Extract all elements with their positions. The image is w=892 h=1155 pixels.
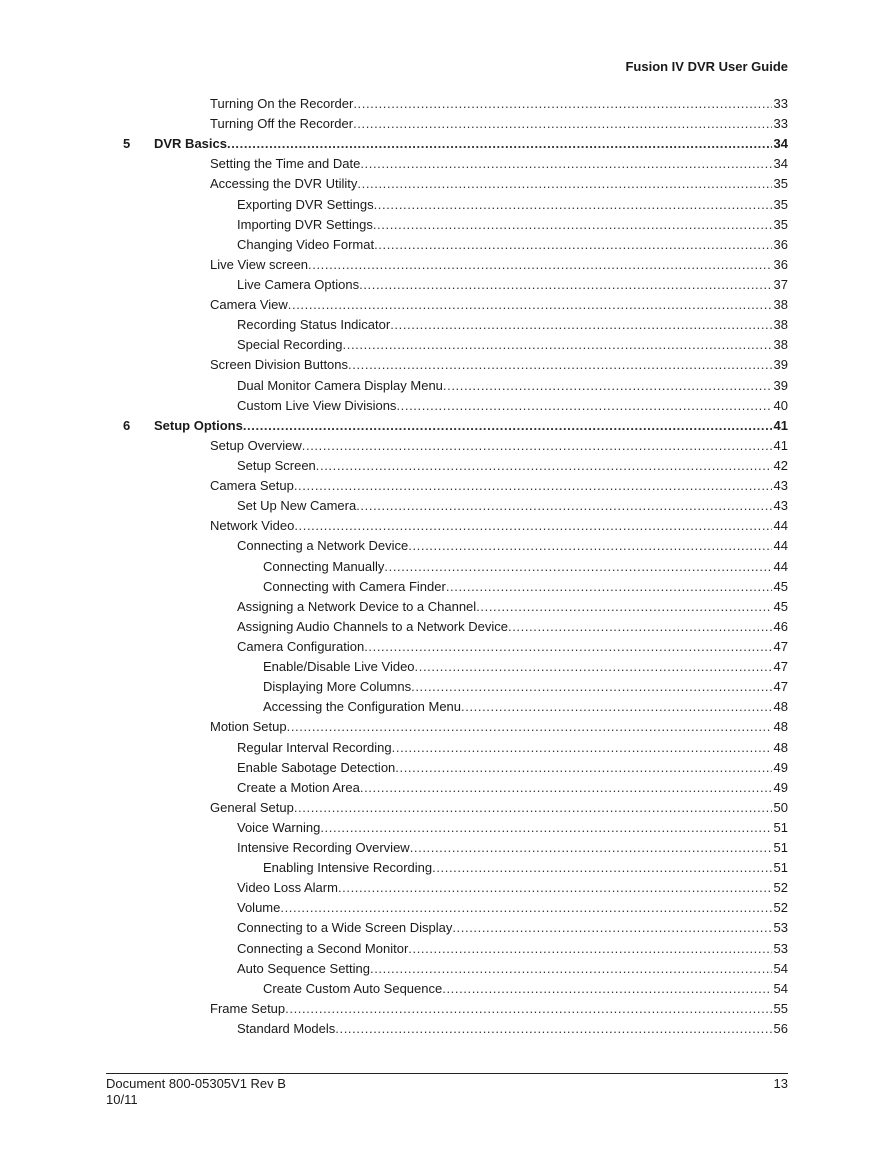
- toc-page-number[interactable]: 35: [773, 216, 788, 232]
- footer-document-number: Document 800-05305V1 Rev B: [106, 1076, 286, 1091]
- toc-entry-title[interactable]: Camera View: [210, 297, 288, 313]
- toc-dot-leader: [335, 1019, 772, 1039]
- toc-dot-leader: [443, 376, 772, 396]
- toc-entry-row[interactable]: [0, 315, 892, 335]
- toc-page-number[interactable]: 54: [773, 960, 788, 976]
- toc-page-number[interactable]: 37: [773, 276, 788, 292]
- toc-entry-title[interactable]: Recording Status Indicator: [237, 317, 391, 333]
- toc-entry-row[interactable]: [0, 818, 892, 838]
- toc-dot-leader: [308, 255, 772, 275]
- toc-entry-row[interactable]: [0, 456, 892, 476]
- toc-entry-title[interactable]: DVR Basics: [154, 136, 227, 152]
- footer-date: 10/11: [106, 1092, 138, 1107]
- toc-entry-row[interactable]: [0, 617, 892, 637]
- toc-entry-row[interactable]: [0, 918, 892, 938]
- toc-entry-row[interactable]: [0, 758, 892, 778]
- toc-page-number[interactable]: 48: [773, 739, 788, 755]
- toc-page-number[interactable]: 48: [773, 699, 788, 715]
- toc-chapter-row[interactable]: [0, 134, 892, 154]
- toc-entry-row[interactable]: [0, 999, 892, 1019]
- toc-entry-title[interactable]: Exporting DVR Settings: [237, 196, 374, 212]
- toc-dot-leader: [411, 677, 772, 697]
- toc-dot-leader: [364, 637, 772, 657]
- toc-page-number[interactable]: 56: [773, 1021, 788, 1037]
- toc-entry: [237, 195, 772, 215]
- toc-entry-row[interactable]: [0, 637, 892, 657]
- toc-dot-leader: [360, 778, 772, 798]
- toc-page-number[interactable]: 53: [773, 940, 788, 956]
- toc-entry-title[interactable]: Changing Video Format: [237, 236, 375, 252]
- toc-entry-title[interactable]: Screen Division Buttons: [210, 357, 349, 373]
- toc-entry-row[interactable]: [0, 476, 892, 496]
- toc-entry: [237, 637, 772, 657]
- toc-entry-row[interactable]: [0, 174, 892, 194]
- toc-chapter-number: 6: [123, 417, 131, 433]
- toc-entry: [237, 617, 772, 637]
- toc-entry: [237, 235, 772, 255]
- toc-page-number[interactable]: 41: [773, 417, 788, 433]
- toc-entry-row[interactable]: [0, 1019, 892, 1039]
- toc-chapter-number: 5: [123, 136, 131, 152]
- toc-entry: [263, 858, 772, 878]
- toc-entry: [237, 939, 772, 959]
- toc-entry: [210, 476, 772, 496]
- toc-entry: [210, 295, 772, 315]
- toc-entry-title[interactable]: Assigning Audio Channels to a Network Device: [237, 618, 508, 634]
- toc-page-number[interactable]: 36: [773, 256, 788, 272]
- toc-entry-title[interactable]: General Setup: [210, 799, 294, 815]
- toc-entry: [210, 154, 772, 174]
- toc-page-number[interactable]: 46: [773, 618, 788, 634]
- toc-entry-title[interactable]: Connecting a Network Device: [237, 538, 409, 554]
- toc-chapter-row[interactable]: [0, 416, 892, 436]
- toc-entry-row[interactable]: [0, 396, 892, 416]
- toc-page-number[interactable]: 54: [773, 980, 788, 996]
- toc-dot-leader: [356, 496, 772, 516]
- toc-entry-title[interactable]: Setup Screen: [237, 457, 316, 473]
- toc-entry: [237, 959, 772, 979]
- toc-entry: [237, 758, 772, 778]
- toc-entry-title[interactable]: Connecting Manually: [263, 558, 385, 574]
- toc-page-number[interactable]: 41: [773, 437, 788, 453]
- toc-entry-row[interactable]: [0, 898, 892, 918]
- toc-entry-row[interactable]: [0, 878, 892, 898]
- toc-page-number[interactable]: 34: [773, 156, 788, 172]
- toc-entry: [237, 376, 772, 396]
- toc-entry: [154, 134, 772, 154]
- toc-dot-leader: [410, 838, 772, 858]
- toc-entry-row[interactable]: [0, 255, 892, 275]
- toc-entry-title[interactable]: Motion Setup: [210, 719, 287, 735]
- toc-dot-leader: [408, 536, 772, 556]
- toc-entry-title[interactable]: Auto Sequence Setting: [237, 960, 370, 976]
- toc-dot-leader: [348, 355, 772, 375]
- toc-entry-row[interactable]: [0, 597, 892, 617]
- toc-entry: [210, 174, 772, 194]
- toc-entry-row[interactable]: [0, 838, 892, 858]
- toc-entry-row[interactable]: [0, 355, 892, 375]
- toc-entry-row[interactable]: [0, 376, 892, 396]
- toc-page-number[interactable]: 52: [773, 880, 788, 896]
- toc-entry: [154, 416, 772, 436]
- toc-entry: [237, 878, 772, 898]
- toc-dot-leader: [392, 738, 772, 758]
- toc-page-number[interactable]: 49: [773, 759, 788, 775]
- toc-entry-row[interactable]: [0, 939, 892, 959]
- toc-page-number[interactable]: 53: [773, 920, 788, 936]
- toc-entry: [210, 114, 772, 134]
- toc-page-number[interactable]: 43: [773, 478, 788, 494]
- toc-entry-row[interactable]: [0, 577, 892, 597]
- toc-entry: [210, 717, 772, 737]
- toc-dot-leader: [320, 818, 772, 838]
- toc-entry: [237, 1019, 772, 1039]
- toc-entry-title[interactable]: Enable Sabotage Detection: [237, 759, 396, 775]
- toc-entry-title[interactable]: Setup Overview: [210, 437, 302, 453]
- toc-page-number[interactable]: 47: [773, 659, 788, 675]
- toc-entry-title[interactable]: Special Recording: [237, 337, 343, 353]
- toc-dot-leader: [287, 717, 772, 737]
- toc-page-number[interactable]: 34: [773, 136, 788, 152]
- toc-entry: [237, 335, 772, 355]
- toc-entry-row[interactable]: [0, 858, 892, 878]
- toc-entry-row[interactable]: [0, 657, 892, 677]
- toc-dot-leader: [316, 456, 772, 476]
- toc-dot-leader: [476, 597, 772, 617]
- toc-entry: [237, 918, 772, 938]
- toc-entry: [237, 536, 772, 556]
- toc-entry-title[interactable]: Accessing the Configuration Menu: [263, 699, 462, 715]
- toc-dot-leader: [280, 898, 772, 918]
- toc-dot-leader: [302, 436, 772, 456]
- toc-page-number[interactable]: 45: [773, 598, 788, 614]
- footer-divider: [106, 1073, 788, 1074]
- toc-entry-title[interactable]: Importing DVR Settings: [237, 216, 373, 232]
- toc-entry-row[interactable]: [0, 557, 892, 577]
- toc-page-number[interactable]: 33: [773, 116, 788, 132]
- toc-entry: [210, 255, 772, 275]
- toc-entry-title[interactable]: Standard Models: [237, 1021, 336, 1037]
- toc-dot-leader: [374, 235, 772, 255]
- toc-dot-leader: [285, 999, 772, 1019]
- toc-page-number[interactable]: 39: [773, 377, 788, 393]
- toc-page-number[interactable]: 51: [773, 840, 788, 856]
- toc-entry-row[interactable]: [0, 436, 892, 456]
- toc-entry: [210, 355, 772, 375]
- toc-page-number[interactable]: 35: [773, 176, 788, 192]
- toc-dot-leader: [294, 516, 772, 536]
- toc-dot-leader: [390, 315, 772, 335]
- toc-dot-leader: [374, 195, 772, 215]
- toc-entry: [263, 677, 772, 697]
- toc-page-number[interactable]: 45: [773, 578, 788, 594]
- toc-entry-row[interactable]: [0, 295, 892, 315]
- toc-entry-title[interactable]: Set Up New Camera: [237, 498, 357, 514]
- toc-dot-leader: [288, 295, 772, 315]
- toc-entry-title[interactable]: Live Camera Options: [237, 276, 360, 292]
- toc-entry-title[interactable]: Intensive Recording Overview: [237, 840, 410, 856]
- toc-dot-leader: [357, 174, 772, 194]
- toc-entry-title[interactable]: Frame Setup: [210, 1000, 286, 1016]
- toc-entry-title[interactable]: Voice Warning: [237, 819, 321, 835]
- toc-page-number[interactable]: 35: [773, 196, 788, 212]
- toc-entry-title[interactable]: Enabling Intensive Recording: [263, 860, 433, 876]
- toc-entry-row[interactable]: [0, 979, 892, 999]
- toc-dot-leader: [360, 154, 772, 174]
- toc-entry-title[interactable]: Connecting to a Wide Screen Display: [237, 920, 453, 936]
- toc-page-number[interactable]: 49: [773, 779, 788, 795]
- toc-entry-title[interactable]: Create a Motion Area: [237, 779, 360, 795]
- toc-entry: [237, 456, 772, 476]
- toc-entry-row[interactable]: [0, 677, 892, 697]
- toc-entry-row[interactable]: [0, 738, 892, 758]
- toc-entry: [237, 275, 772, 295]
- toc-dot-leader: [446, 577, 772, 597]
- toc-entry: [237, 838, 772, 858]
- toc-entry-title[interactable]: Live View screen: [210, 256, 309, 272]
- toc-page-number[interactable]: 55: [773, 1000, 788, 1016]
- toc-dot-leader: [343, 335, 772, 355]
- toc-dot-leader: [396, 396, 772, 416]
- toc-entry: [210, 94, 772, 114]
- toc-page-number[interactable]: 36: [773, 236, 788, 252]
- toc-entry-title[interactable]: Enable/Disable Live Video: [263, 659, 415, 675]
- toc-entry-title[interactable]: Camera Configuration: [237, 638, 365, 654]
- toc-entry-title[interactable]: Custom Live View Divisions: [237, 397, 397, 413]
- toc-page-number[interactable]: 48: [773, 719, 788, 735]
- toc-entry: [237, 738, 772, 758]
- toc-entry: [237, 496, 772, 516]
- toc-dot-leader: [370, 959, 772, 979]
- toc-entry-row[interactable]: [0, 154, 892, 174]
- toc-entry-title[interactable]: Setting the Time and Date: [210, 156, 361, 172]
- toc-entry-title[interactable]: Turning On the Recorder: [210, 96, 354, 111]
- toc-page-number[interactable]: 51: [773, 819, 788, 835]
- toc-entry-title[interactable]: Create Custom Auto Sequence: [263, 980, 443, 996]
- toc-page-number[interactable]: 44: [773, 538, 788, 554]
- toc-page-number[interactable]: 38: [773, 317, 788, 333]
- toc-entry-row[interactable]: [0, 516, 892, 536]
- toc-dot-leader: [384, 557, 772, 577]
- toc-entry-row[interactable]: [0, 717, 892, 737]
- toc-entry-row[interactable]: [0, 798, 892, 818]
- toc-entry-title[interactable]: Network Video: [210, 518, 295, 534]
- toc-entry-row[interactable]: [0, 536, 892, 556]
- toc-entry-row[interactable]: [0, 235, 892, 255]
- toc-page-number[interactable]: 39: [773, 357, 788, 373]
- toc-dot-leader: [395, 758, 772, 778]
- toc-dot-leader: [415, 657, 772, 677]
- toc-page-number[interactable]: 52: [773, 900, 788, 916]
- toc-entry: [237, 597, 772, 617]
- toc-entry-title[interactable]: Regular Interval Recording: [237, 739, 392, 755]
- toc-dot-leader: [452, 918, 772, 938]
- toc-entry: [210, 999, 772, 1019]
- toc-entry-title[interactable]: Assigning a Network Device to a Channel: [237, 598, 477, 614]
- running-header-title: Fusion IV DVR User Guide: [625, 59, 788, 74]
- toc-entry-row[interactable]: [0, 778, 892, 798]
- toc-entry: [263, 657, 772, 677]
- toc-entry-row[interactable]: [0, 215, 892, 235]
- toc-page-number[interactable]: 44: [773, 518, 788, 534]
- toc-entry: [263, 577, 772, 597]
- toc-dot-leader: [461, 697, 772, 717]
- toc-entry: [263, 979, 772, 999]
- toc-entry: [210, 798, 772, 818]
- toc-dot-leader: [353, 94, 772, 114]
- toc-page-number[interactable]: 50: [773, 799, 788, 815]
- toc-dot-leader: [294, 476, 772, 496]
- toc-entry-title[interactable]: Setup Options: [154, 417, 243, 433]
- toc-entry-title[interactable]: Dual Monitor Camera Display Menu: [237, 377, 443, 393]
- toc-page-number[interactable]: 44: [773, 558, 788, 574]
- toc-entry-row[interactable]: [0, 335, 892, 355]
- toc-entry-title[interactable]: Camera Setup: [210, 478, 294, 494]
- toc-entry-row[interactable]: [0, 496, 892, 516]
- toc-dot-leader: [227, 134, 772, 154]
- toc-entry-row[interactable]: [0, 275, 892, 295]
- toc-entry-title[interactable]: Video Loss Alarm: [237, 880, 338, 896]
- toc-entry-row[interactable]: [0, 114, 892, 134]
- toc-entry-row[interactable]: [0, 94, 892, 114]
- toc-entry-row[interactable]: [0, 959, 892, 979]
- toc-entry: [210, 436, 772, 456]
- footer-page-number: 13: [773, 1076, 788, 1091]
- toc-entry: [237, 778, 772, 798]
- toc-page-number[interactable]: 38: [773, 297, 788, 313]
- toc-entry: [237, 315, 772, 335]
- toc-page-number[interactable]: 47: [773, 679, 788, 695]
- toc-entry-title[interactable]: Displaying More Columns: [263, 679, 412, 695]
- toc-entry: [210, 516, 772, 536]
- toc-entry-row[interactable]: [0, 195, 892, 215]
- toc-dot-leader: [338, 878, 772, 898]
- toc-entry: [237, 215, 772, 235]
- toc-entry-title[interactable]: Volume: [237, 900, 281, 916]
- toc-page-number[interactable]: 51: [773, 860, 788, 876]
- toc-entry-title[interactable]: Connecting a Second Monitor: [237, 940, 409, 956]
- toc-dot-leader: [359, 275, 772, 295]
- table-of-contents: [0, 94, 892, 1039]
- toc-dot-leader: [294, 798, 772, 818]
- toc-entry: [237, 396, 772, 416]
- toc-entry-row[interactable]: [0, 697, 892, 717]
- toc-entry: [263, 697, 772, 717]
- toc-entry-title[interactable]: Turning Off the Recorder: [210, 116, 354, 132]
- toc-entry: [237, 898, 772, 918]
- toc-page-number[interactable]: 43: [773, 498, 788, 514]
- toc-entry: [263, 557, 772, 577]
- toc-entry: [237, 818, 772, 838]
- toc-page-number[interactable]: 47: [773, 638, 788, 654]
- toc-page-number[interactable]: 33: [773, 96, 788, 111]
- toc-page-number[interactable]: 42: [773, 457, 788, 473]
- toc-dot-leader: [508, 617, 772, 637]
- toc-entry-title[interactable]: Accessing the DVR Utility: [210, 176, 358, 192]
- toc-entry-title[interactable]: Connecting with Camera Finder: [263, 578, 446, 594]
- toc-dot-leader: [353, 114, 772, 134]
- toc-dot-leader: [243, 416, 772, 436]
- toc-dot-leader: [442, 979, 772, 999]
- toc-dot-leader: [373, 215, 772, 235]
- toc-dot-leader: [408, 939, 772, 959]
- toc-page-number[interactable]: 40: [773, 397, 788, 413]
- toc-page-number[interactable]: 38: [773, 337, 788, 353]
- toc-dot-leader: [432, 858, 772, 878]
